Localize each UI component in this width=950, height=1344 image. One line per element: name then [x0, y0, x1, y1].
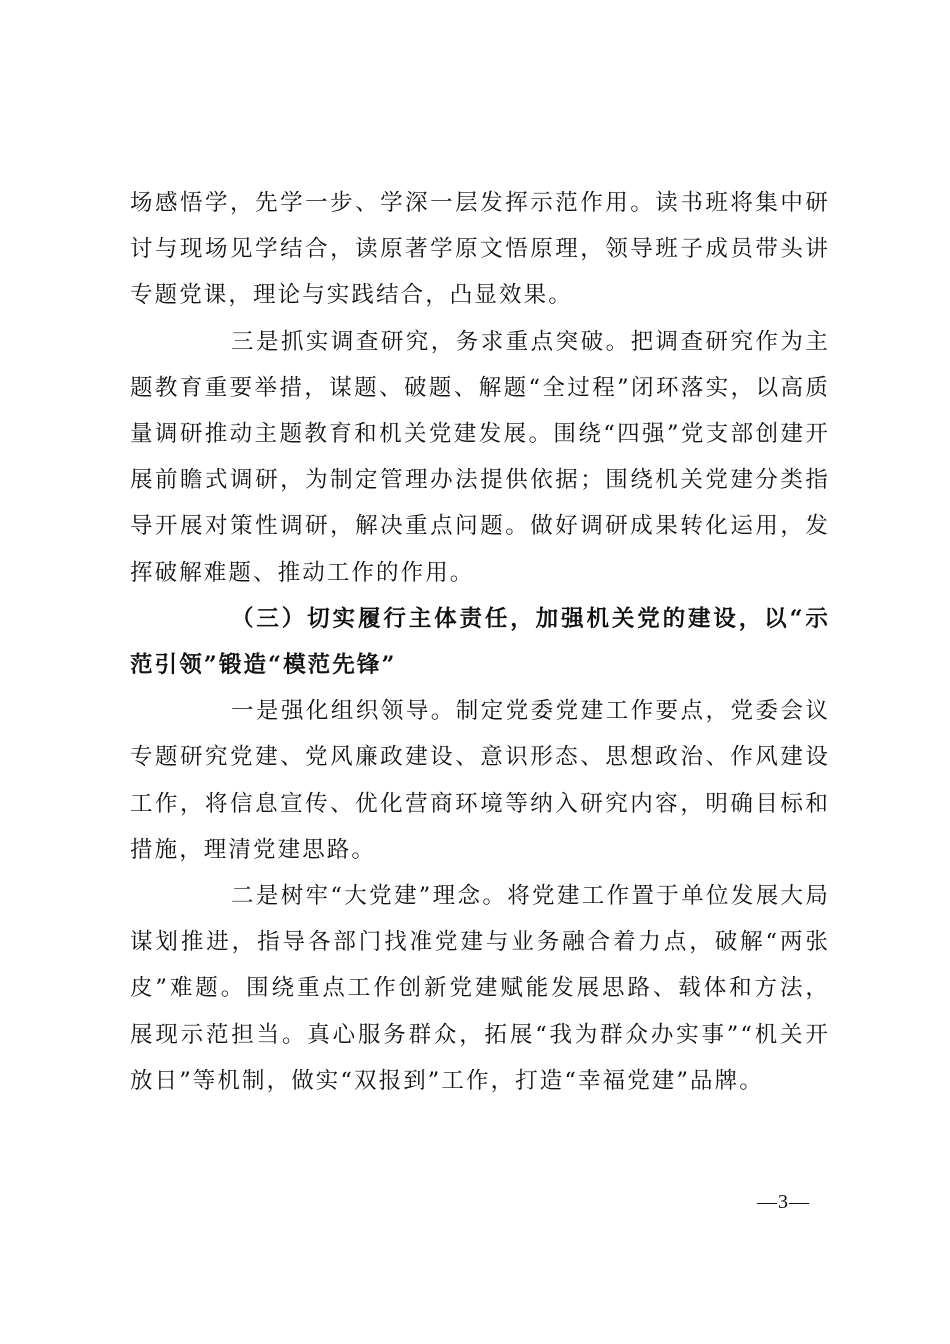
page-number: —3—	[757, 1191, 810, 1213]
section-heading-3: （三）切实履行主体责任，加强机关党的建设，以“示范引领”锻造“模范先锋”	[130, 605, 830, 679]
document-body	[130, 180, 830, 1104]
paragraph-party-building: 二是树牢“大党建”理念。将党建工作置于单位发展大局谋划推进，指导各部门找准党建与业务融合着力点，破解“两张皮”难题。围绕重点工作创新党建赋能发展思路、载体和方法，展现示范担当。真心服务群众，拓展“我为群众办实事”“机关开放日”等机制，做实“双报到”工作，打造“幸福党建”品牌。	[130, 883, 830, 1094]
paragraph-continuation: 场感悟学，先学一步、学深一层发挥示范作用。读书班将集中研讨与现场见学结合，读原著学原文悟原理，领导班子成员带头讲专题党课，理论与实践结合，凸显效果。	[130, 190, 830, 309]
paragraph-leadership: 一是强化组织领导。制定党委党建工作要点，党委会议专题研究党建、党风廉政建设、意识形态、思想政治、作风建设工作，将信息宣传、优化营商环境等纳入研究内容，明确目标和措施，理清党建思路。	[130, 698, 830, 863]
paragraph-research: 三是抓实调查研究，务求重点突破。把调查研究作为主题教育重要举措，谋题、破题、解题“全过程”闭环落实，以高质量调研推动主题教育和机关党建发展。围绕“四强”党支部创建开展前瞻式调研，为制定管理办法提供依据；围绕机关党建分类指导开展对策性调研，解决重点问题。做好调研成果转化运用，发挥破解难题、推动工作的作用。	[130, 328, 830, 586]
